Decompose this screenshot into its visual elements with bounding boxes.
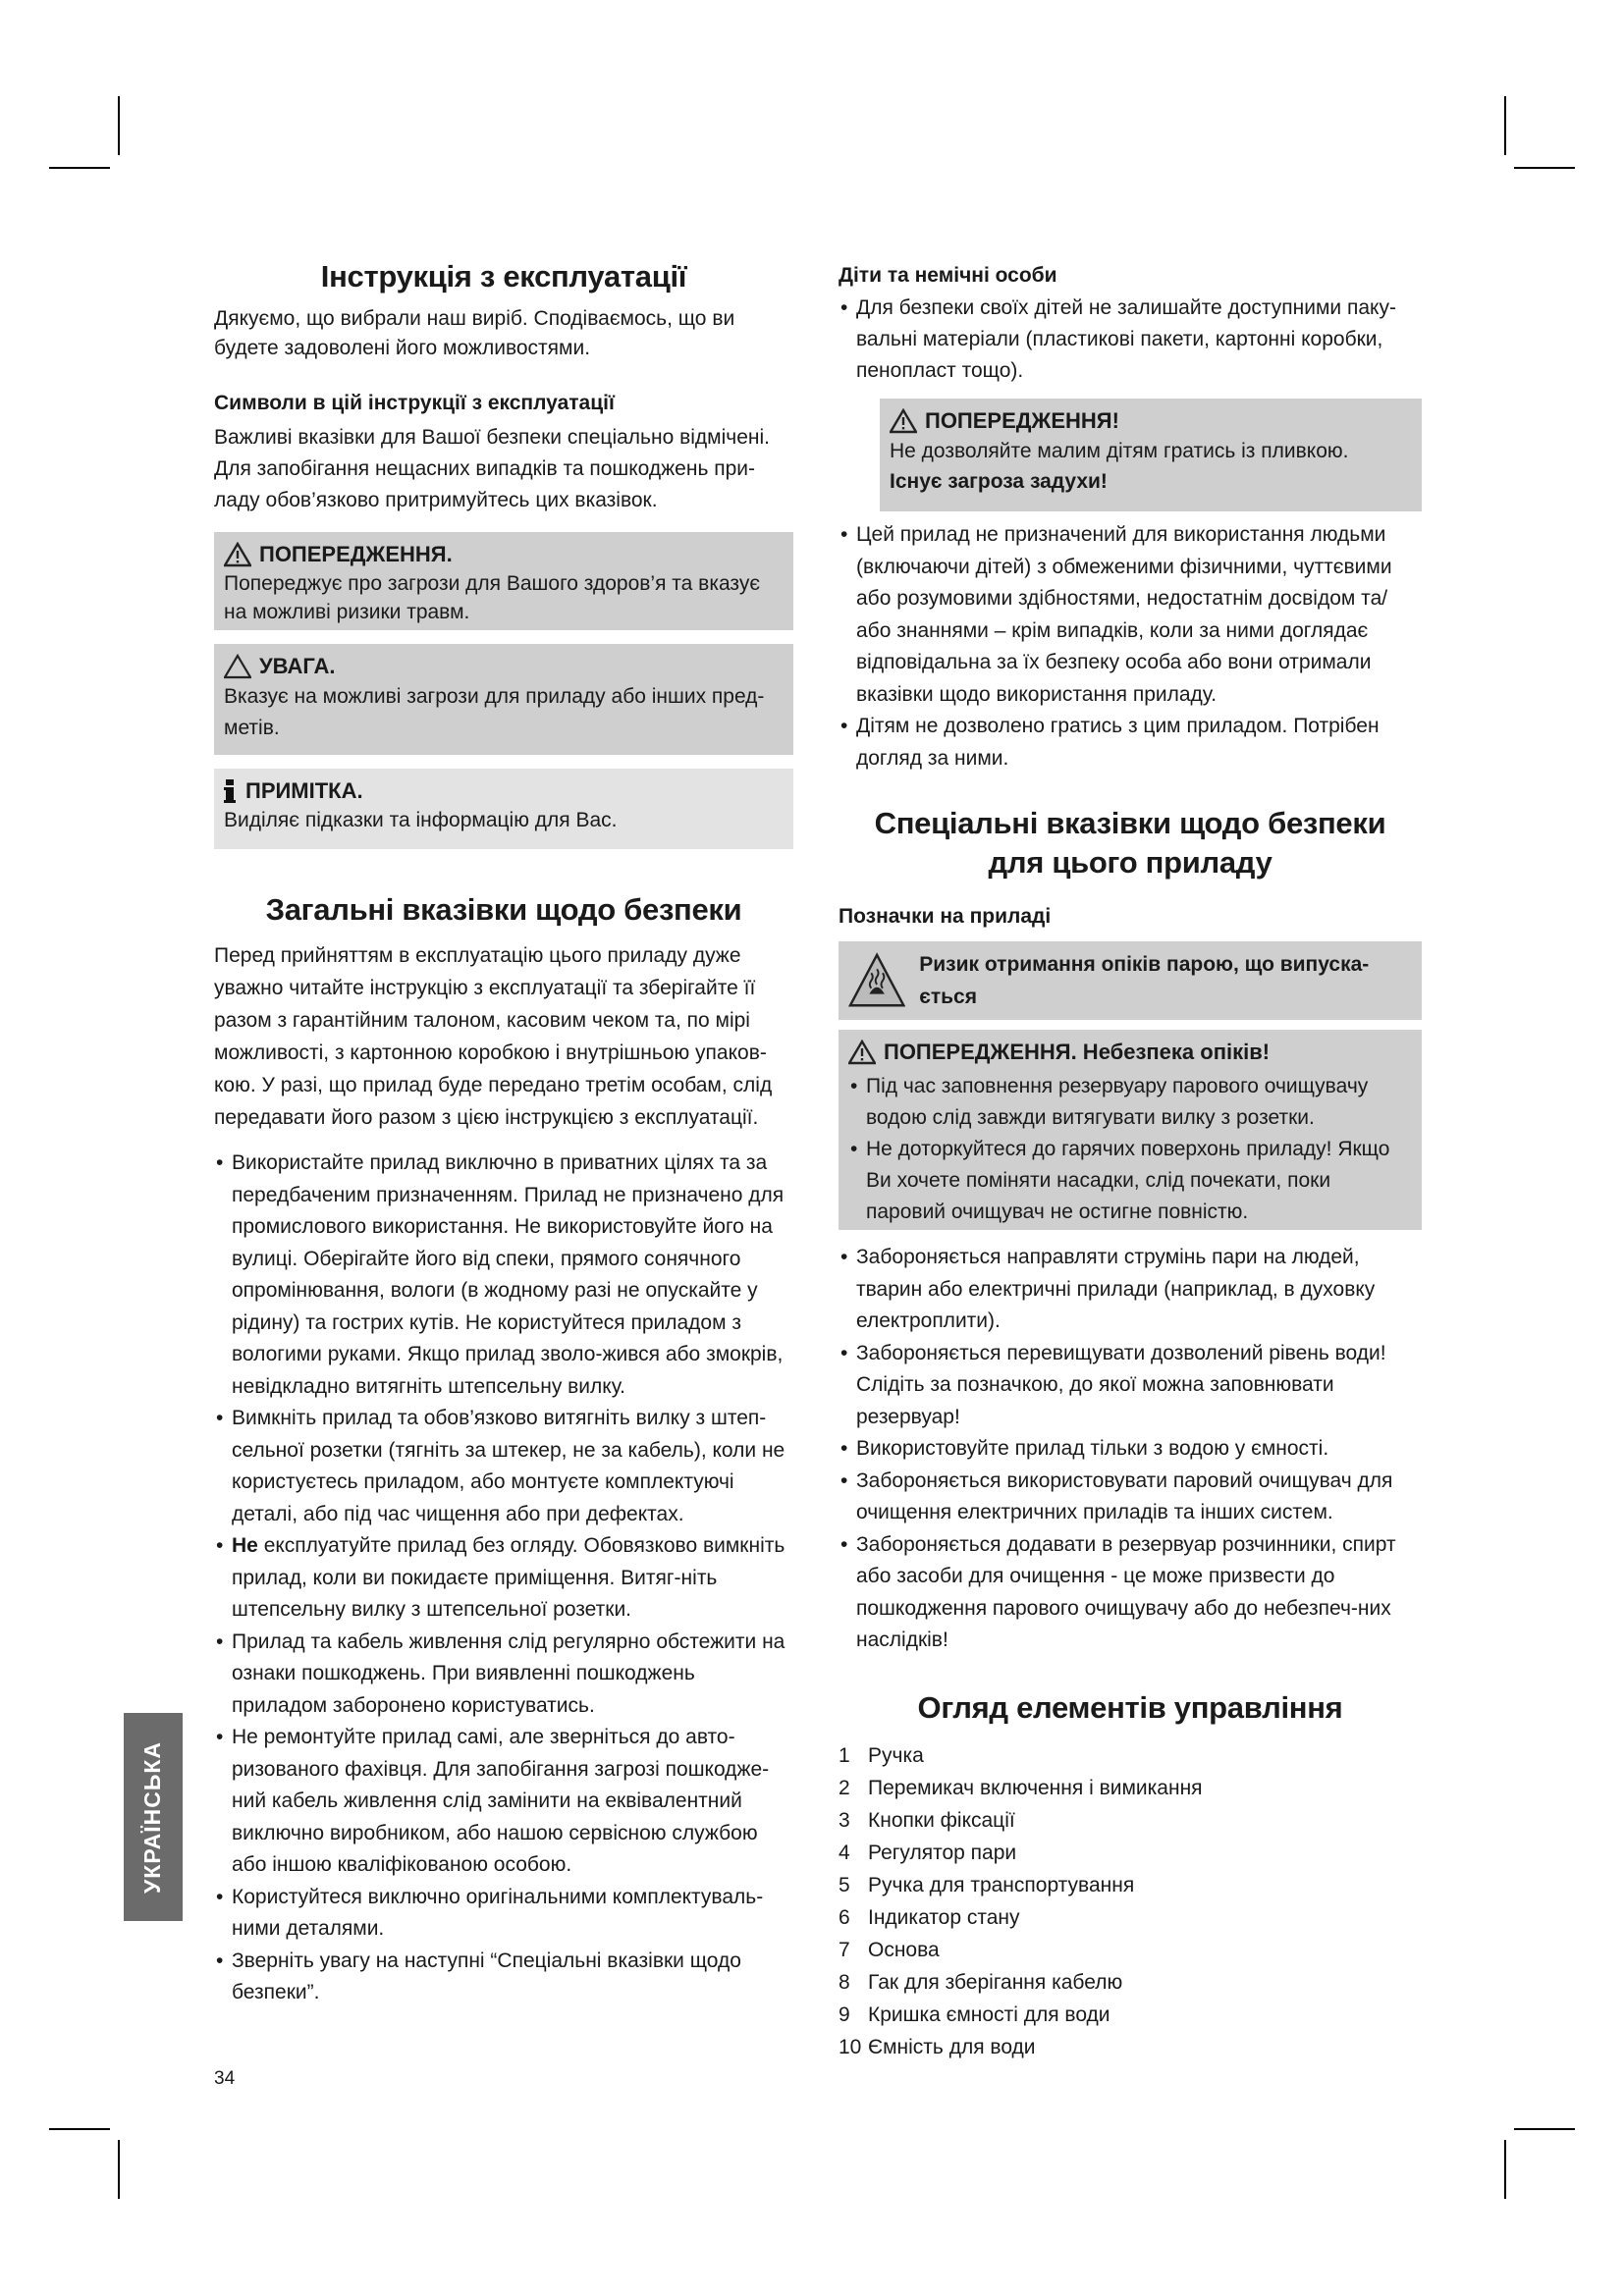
crop-mark (118, 2140, 120, 2199)
right-column (839, 261, 1422, 2063)
list-item: • Прилад та кабель живлення слід регулярно обстежити на ознаки пошкоджень. При виявленні пошкоджень приладом заборонено користуватись. (216, 1629, 785, 1717)
list-item: • Цей прилад не призначений для використання людьми (включаючи дітей) з обмеженими фізичними, чуттєвими або розумовими здібностями, недостатнім досвідом та/ або знаннями – крім випадків, коли за ними доглядає відповідальна за їх безпеку особа або вони отримали вказівки щодо використання приладу. (840, 523, 1392, 706)
steam-risk-box (839, 941, 1422, 1020)
note-text: Виділяє підказки та інформацію для Вас. (224, 809, 618, 831)
caution-box (214, 644, 793, 755)
control-item: 6 Індикатор стану (839, 1905, 1020, 1929)
crop-mark (49, 167, 110, 169)
list-item: • Забороняється використовувати паровий очищувач для очищення електричних приладів та інших систем. (840, 1468, 1393, 1523)
intro-text: Дякуємо, що вибрали наш виріб. Сподіваємось, що ви будете задоволені його можливостями. (214, 307, 735, 359)
symbols-heading: Символи в цій інструкції з експлуатації (214, 392, 615, 414)
crop-mark (1504, 2140, 1506, 2199)
general-bullets (214, 1148, 793, 2009)
caution-triangle-icon (224, 654, 251, 679)
control-item: 4 Регулятор пари (839, 1841, 1017, 1864)
list-item: • Не ремонтуйте прилад самі, але зверніться до авто-ризованого фахівця. Для запобігання загрозі пошкодже-ний кабель живлення слід замінити на еквівалентний виключно виробником, або нашою сервісною службою або іншою кваліфікованою особою. (216, 1726, 770, 1876)
crop-mark (1514, 167, 1575, 169)
steam-hazard-icon (848, 951, 905, 1010)
list-item: • Дітям не дозволено гратись з цим приладом. Потрібен догляд за ними. (840, 715, 1380, 770)
children-warning-box (880, 399, 1422, 511)
emphasis-text: Не (232, 1534, 258, 1557)
page-title: Інструкція з експлуатації (320, 259, 687, 294)
page-number: 34 (214, 2068, 236, 2089)
control-item: 10 Ємність для води (839, 2035, 1036, 2058)
children-list (839, 293, 1422, 387)
caution-label: УВАГА. (259, 654, 336, 678)
special-title-line1: Спеціальні вказівки щодо безпеки (874, 806, 1386, 840)
general-intro: Перед прийняттям в експлуатацію цього приладу дуже уважно читайте інструкцію з експлуатації та зберігайте її разом з гарантійним талоном, касовим чеком та, по мірі можливості, з картонною коробкою і внутрішньою упаков-кою. У разі, що прилад буде передано третім особам, слід передавати його разом з цією інструкцією з експлуатації. (214, 944, 773, 1129)
language-side-tab: УКРАЇНСЬКА (124, 1713, 183, 1921)
control-item: 5 Ручка для транспортування (839, 1873, 1135, 1896)
warning-box (214, 532, 793, 630)
warning-text: Попереджує про загрози для Вашого здоров’я та вказує на можливі ризики травм. (224, 572, 761, 623)
special-bullets (839, 1242, 1422, 1657)
steam-risk-text: Ризик отримання опіків парою, що випуска-ється (919, 953, 1370, 1008)
crop-mark (1514, 2128, 1575, 2130)
note-label: ПРИМІТКА. (245, 778, 363, 803)
general-safety-title: Загальні вказівки щодо безпеки (265, 892, 742, 927)
burn-warning-box (839, 1030, 1422, 1230)
symbols-text: Важливі вказівки для Вашої безпеки спеціально відмічені. Для запобігання нещасних випадків та пошкоджень при-ладу обов’язково притримуйтесь цих вказівок. (214, 426, 770, 511)
list-item: • Для безпеки своїх дітей не залишайте доступними паку-вальні матеріали (пластикові пакети, картонні коробки, пенопласт тощо). (840, 296, 1396, 382)
list-item: • Забороняється додавати в резервуар розчинники, спирт або засоби для очищення - це може призвести до пошкодження парового очищувачу або до небезпеч-них наслідків! (840, 1532, 1396, 1651)
list-item: • Під час заповнення резервуару парового очищувачу водою слід завжди витягувати вилку з розетки. (850, 1075, 1369, 1129)
burn-warning-label: ПОПЕРЕДЖЕННЯ. Небезпека опіків! (884, 1040, 1271, 1064)
list-item: • Зверніть увагу на наступні “Спеціальні вказівки щодо безпеки”. (216, 1949, 741, 2003)
marks-heading: Позначки на приладі (839, 905, 1052, 928)
caution-text: Вказує на можливі загрози для приладу або інших пред-метів. (224, 685, 765, 739)
control-item: 1 Ручка (839, 1743, 924, 1767)
list-item: • Користуйтеся виключно оригінальними комплектуваль-ними деталями. (216, 1885, 764, 1940)
note-box (214, 769, 793, 849)
controls-list (839, 1739, 1422, 2063)
crop-mark (49, 2128, 110, 2130)
warning-icon (224, 542, 251, 567)
special-title-line2: для цього приладу (988, 845, 1272, 880)
list-item: • Використовуйте прилад тільки з водою у ємності. (840, 1437, 1329, 1460)
list-item: • Забороняється направляти струмінь пари на людей, тварин або електричні прилади (наприклад, в духовку електроплити). (840, 1246, 1376, 1332)
children-warning-line1: Не дозволяйте малим дітям гратись із пливкою. (890, 440, 1349, 462)
control-item: 3 Кнопки фіксації (839, 1808, 1015, 1832)
list-item: • Не доторкуйтеся до гарячих поверхонь приладу! Якщо Ви хочете поміняти насадки, слід почекати, поки паровий очищувач не остигне повністю. (850, 1138, 1390, 1223)
warning-label: ПОПЕРЕДЖЕННЯ. (259, 542, 453, 566)
crop-mark (118, 96, 120, 155)
control-item: 2 Перемикач включення і вимикання (839, 1776, 1203, 1799)
children-bullets (839, 519, 1422, 774)
list-item: • Використайте прилад виключно в приватних цілях та за передбаченим призначенням. Прилад не призначено для промислового використання. Не використовуйте його на вулиці. Оберігайте його від спеки, прямого сонячного опромінювання, вологи (в жодному разі не опускайте у рідину) та гострих кутів. Не користуйтеся приладом з вологими руками. Якщо прилад зволо-жився або змокрів, невідкладно витягніть штепсельну вилку. (216, 1151, 785, 1398)
list-item: • Забороняється перевищувати дозволений рівень води! Слідіть за позначкою, до якої можна заповнювати резервуар! (840, 1341, 1386, 1428)
control-item: 8 Гак для зберігання кабелю (839, 1970, 1123, 1994)
warning-icon (890, 408, 917, 434)
list-item: • Вимкніть прилад та обов’язково витягніть вилку з штеп-сельної розетки (тягніть за штекер, не за кабель), коли не користуєтесь приладом, або монтуєте комплектуючі деталі, або під час чищення або при дефектах. (216, 1407, 785, 1525)
children-heading: Діти та немічні особи (839, 264, 1057, 287)
list-item: • Не експлуатуйте прилад без огляду. Обовязково вимкніть прилад, коли ви покидаєте приміщення. Витяг-ніть штепсельну вилку з штепсельної розетки. (216, 1534, 785, 1621)
left-column (214, 257, 793, 2009)
info-icon (224, 779, 238, 803)
control-item: 7 Основа (839, 1938, 940, 1961)
children-warning-label: ПОПЕРЕДЖЕННЯ! (925, 408, 1119, 433)
warning-icon (848, 1040, 876, 1065)
crop-mark (1504, 96, 1506, 155)
controls-title: Огляд елементів управління (917, 1689, 1343, 1725)
children-warning-line2: Існує загроза задухи! (890, 470, 1108, 493)
control-item: 9 Кришка ємності для води (839, 2002, 1110, 2026)
